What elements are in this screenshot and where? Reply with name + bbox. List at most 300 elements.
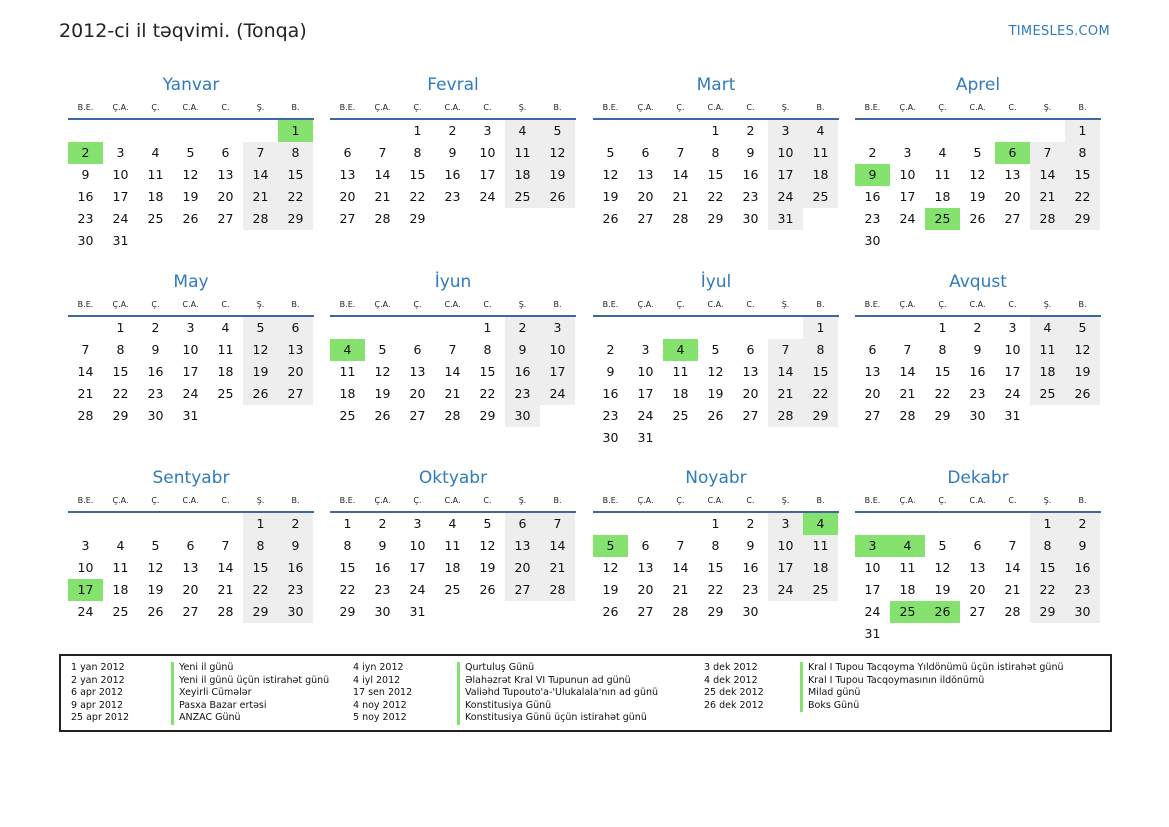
day-cell[interactable]: 28 (217, 604, 234, 619)
day-cell[interactable]: 30 (147, 408, 164, 423)
day-cell[interactable]: 31 (409, 604, 426, 619)
day-cell[interactable]: 6 (221, 145, 230, 160)
day-cell[interactable]: 6 (505, 513, 540, 535)
day-cell[interactable]: 26 (925, 601, 960, 623)
day-cell[interactable]: 12 (243, 339, 278, 361)
day-cell[interactable]: 21 (444, 386, 461, 401)
day-cell[interactable]: 17 (540, 361, 575, 383)
day-cell[interactable]: 2 (606, 342, 615, 357)
day-cell[interactable]: 30 (742, 604, 759, 619)
day-cell[interactable]: 20 (864, 386, 881, 401)
day-cell[interactable]: 1 (243, 513, 278, 535)
day-cell[interactable]: 19 (707, 386, 724, 401)
day-cell[interactable]: 1 (343, 516, 352, 531)
day-cell[interactable]: 11 (803, 142, 838, 164)
day-cell[interactable]: 11 (505, 142, 540, 164)
day-cell[interactable]: 25 (672, 408, 689, 423)
day-cell[interactable]: 14 (374, 167, 391, 182)
day-cell[interactable]: 29 (1065, 208, 1100, 230)
day-cell[interactable]: 15 (409, 167, 426, 182)
day-cell[interactable]: 5 (243, 317, 278, 339)
day-cell[interactable]: 18 (803, 557, 838, 579)
day-cell[interactable]: 17 (1004, 364, 1021, 379)
day-cell[interactable]: 20 (505, 557, 540, 579)
day-cell[interactable]: 16 (742, 560, 759, 575)
day-cell[interactable]: 3 (81, 538, 90, 553)
day-cell[interactable]: 26 (374, 408, 391, 423)
day-cell[interactable]: 28 (672, 604, 689, 619)
day-cell[interactable]: 27 (1004, 211, 1021, 226)
day-cell[interactable]: 3 (641, 342, 650, 357)
day-cell[interactable]: 28 (77, 408, 94, 423)
day-cell[interactable]: 30 (864, 233, 881, 248)
day-cell[interactable]: 17 (479, 167, 496, 182)
day-cell[interactable]: 27 (339, 211, 356, 226)
day-cell[interactable]: 4 (890, 535, 925, 557)
day-cell[interactable]: 21 (899, 386, 916, 401)
day-cell[interactable]: 2 (746, 516, 755, 531)
day-cell[interactable]: 18 (899, 582, 916, 597)
day-cell[interactable]: 18 (112, 582, 129, 597)
day-cell[interactable]: 18 (339, 386, 356, 401)
day-cell[interactable]: 24 (1004, 386, 1021, 401)
day-cell[interactable]: 18 (672, 386, 689, 401)
day-cell[interactable]: 11 (112, 560, 129, 575)
day-cell[interactable]: 22 (803, 383, 838, 405)
day-cell[interactable]: 1 (413, 123, 422, 138)
day-cell[interactable]: 23 (505, 383, 540, 405)
day-cell[interactable]: 5 (606, 145, 615, 160)
day-cell[interactable]: 7 (378, 145, 387, 160)
day-cell[interactable]: 20 (278, 361, 313, 383)
day-cell[interactable]: 4 (151, 145, 160, 160)
day-cell[interactable]: 4 (221, 320, 230, 335)
day-cell[interactable]: 21 (374, 189, 391, 204)
day-cell[interactable]: 23 (444, 189, 461, 204)
day-cell[interactable]: 18 (217, 364, 234, 379)
day-cell[interactable]: 29 (934, 408, 951, 423)
day-cell[interactable]: 10 (637, 364, 654, 379)
day-cell[interactable]: 16 (602, 386, 619, 401)
day-cell[interactable]: 19 (969, 189, 986, 204)
day-cell[interactable]: 16 (742, 167, 759, 182)
day-cell[interactable]: 22 (707, 189, 724, 204)
day-cell[interactable]: 24 (768, 579, 803, 601)
day-cell[interactable]: 7 (676, 538, 685, 553)
day-cell[interactable]: 18 (1030, 361, 1065, 383)
day-cell[interactable]: 25 (444, 582, 461, 597)
day-cell[interactable]: 28 (540, 579, 575, 601)
day-cell[interactable]: 17 (409, 560, 426, 575)
day-cell[interactable]: 12 (147, 560, 164, 575)
day-cell[interactable]: 17 (768, 164, 803, 186)
day-cell[interactable]: 15 (112, 364, 129, 379)
day-cell[interactable]: 30 (602, 430, 619, 445)
day-cell[interactable]: 14 (243, 164, 278, 186)
day-cell[interactable]: 12 (934, 560, 951, 575)
day-cell[interactable]: 8 (116, 342, 125, 357)
day-cell[interactable]: 8 (413, 145, 422, 160)
day-cell[interactable]: 4 (663, 339, 698, 361)
day-cell[interactable]: 5 (378, 342, 387, 357)
day-cell[interactable]: 21 (1004, 582, 1021, 597)
day-cell[interactable]: 22 (934, 386, 951, 401)
day-cell[interactable]: 3 (483, 123, 492, 138)
day-cell[interactable]: 7 (676, 145, 685, 160)
day-cell[interactable]: 22 (1030, 579, 1065, 601)
day-cell[interactable]: 27 (864, 408, 881, 423)
day-cell[interactable]: 3 (768, 513, 803, 535)
day-cell[interactable]: 23 (742, 582, 759, 597)
day-cell[interactable]: 7 (768, 339, 803, 361)
day-cell[interactable]: 17 (182, 364, 199, 379)
day-cell[interactable]: 21 (768, 383, 803, 405)
day-cell[interactable]: 23 (602, 408, 619, 423)
day-cell[interactable]: 15 (278, 164, 313, 186)
day-cell[interactable]: 21 (1030, 186, 1065, 208)
day-cell[interactable]: 2 (746, 123, 755, 138)
day-cell[interactable]: 2 (151, 320, 160, 335)
day-cell[interactable]: 8 (1065, 142, 1100, 164)
day-cell[interactable]: 3 (855, 535, 890, 557)
day-cell[interactable]: 1 (116, 320, 125, 335)
day-cell[interactable]: 12 (479, 538, 496, 553)
day-cell[interactable]: 28 (444, 408, 461, 423)
day-cell[interactable]: 11 (1030, 339, 1065, 361)
day-cell[interactable]: 3 (186, 320, 195, 335)
day-cell[interactable]: 25 (147, 211, 164, 226)
day-cell[interactable]: 9 (855, 164, 890, 186)
day-cell[interactable]: 13 (1004, 167, 1021, 182)
day-cell[interactable]: 20 (742, 386, 759, 401)
day-cell[interactable]: 18 (147, 189, 164, 204)
day-cell[interactable]: 14 (899, 364, 916, 379)
day-cell[interactable]: 7 (1008, 538, 1017, 553)
day-cell[interactable]: 14 (540, 535, 575, 557)
day-cell[interactable]: 30 (969, 408, 986, 423)
day-cell[interactable]: 12 (707, 364, 724, 379)
day-cell[interactable]: 31 (864, 626, 881, 641)
day-cell[interactable]: 24 (637, 408, 654, 423)
day-cell[interactable]: 8 (711, 145, 720, 160)
day-cell[interactable]: 13 (409, 364, 426, 379)
day-cell[interactable]: 9 (746, 538, 755, 553)
day-cell[interactable]: 29 (243, 601, 278, 623)
day-cell[interactable]: 29 (339, 604, 356, 619)
day-cell[interactable]: 16 (1065, 557, 1100, 579)
day-cell[interactable]: 10 (409, 538, 426, 553)
day-cell[interactable]: 19 (182, 189, 199, 204)
day-cell[interactable]: 8 (1030, 535, 1065, 557)
day-cell[interactable]: 25 (925, 208, 960, 230)
day-cell[interactable]: 12 (969, 167, 986, 182)
day-cell[interactable]: 19 (374, 386, 391, 401)
day-cell[interactable]: 3 (540, 317, 575, 339)
day-cell[interactable]: 16 (444, 167, 461, 182)
day-cell[interactable]: 25 (339, 408, 356, 423)
day-cell[interactable]: 11 (934, 167, 951, 182)
day-cell[interactable]: 27 (637, 604, 654, 619)
day-cell[interactable]: 10 (540, 339, 575, 361)
day-cell[interactable]: 2 (378, 516, 387, 531)
day-cell[interactable]: 31 (1004, 408, 1021, 423)
day-cell[interactable]: 15 (339, 560, 356, 575)
day-cell[interactable]: 9 (606, 364, 615, 379)
day-cell[interactable]: 23 (374, 582, 391, 597)
day-cell[interactable]: 19 (1065, 361, 1100, 383)
day-cell[interactable]: 13 (864, 364, 881, 379)
day-cell[interactable]: 7 (81, 342, 90, 357)
day-cell[interactable]: 8 (343, 538, 352, 553)
day-cell[interactable]: 20 (969, 582, 986, 597)
day-cell[interactable]: 27 (409, 408, 426, 423)
day-cell[interactable]: 13 (278, 339, 313, 361)
day-cell[interactable]: 7 (903, 342, 912, 357)
day-cell[interactable]: 23 (77, 211, 94, 226)
day-cell[interactable]: 9 (81, 167, 90, 182)
day-cell[interactable]: 5 (186, 145, 195, 160)
day-cell[interactable]: 19 (934, 582, 951, 597)
day-cell[interactable]: 4 (1030, 317, 1065, 339)
day-cell[interactable]: 12 (182, 167, 199, 182)
day-cell[interactable]: 13 (969, 560, 986, 575)
day-cell[interactable]: 1 (1030, 513, 1065, 535)
day-cell[interactable]: 29 (278, 208, 313, 230)
day-cell[interactable]: 16 (864, 189, 881, 204)
day-cell[interactable]: 21 (243, 186, 278, 208)
day-cell[interactable]: 20 (409, 386, 426, 401)
day-cell[interactable]: 25 (803, 186, 838, 208)
day-cell[interactable]: 13 (742, 364, 759, 379)
day-cell[interactable]: 12 (374, 364, 391, 379)
day-cell[interactable]: 14 (217, 560, 234, 575)
day-cell[interactable]: 26 (707, 408, 724, 423)
day-cell[interactable]: 15 (243, 557, 278, 579)
day-cell[interactable]: 12 (602, 560, 619, 575)
day-cell[interactable]: 17 (68, 579, 103, 601)
day-cell[interactable]: 27 (742, 408, 759, 423)
day-cell[interactable]: 20 (339, 189, 356, 204)
day-cell[interactable]: 24 (864, 604, 881, 619)
day-cell[interactable]: 28 (768, 405, 803, 427)
day-cell[interactable]: 25 (505, 186, 540, 208)
day-cell[interactable]: 5 (938, 538, 947, 553)
day-cell[interactable]: 5 (593, 535, 628, 557)
day-cell[interactable]: 6 (641, 538, 650, 553)
day-cell[interactable]: 29 (803, 405, 838, 427)
day-cell[interactable]: 11 (899, 560, 916, 575)
day-cell[interactable]: 27 (505, 579, 540, 601)
day-cell[interactable]: 23 (864, 211, 881, 226)
day-cell[interactable]: 3 (768, 120, 803, 142)
day-cell[interactable]: 11 (444, 538, 461, 553)
site-link[interactable]: TIMESLES.COM (1008, 24, 1110, 39)
day-cell[interactable]: 3 (1008, 320, 1017, 335)
day-cell[interactable]: 31 (112, 233, 129, 248)
day-cell[interactable]: 13 (217, 167, 234, 182)
day-cell[interactable]: 22 (278, 186, 313, 208)
day-cell[interactable]: 16 (374, 560, 391, 575)
day-cell[interactable]: 24 (479, 189, 496, 204)
day-cell[interactable]: 16 (505, 361, 540, 383)
day-cell[interactable]: 28 (899, 408, 916, 423)
day-cell[interactable]: 24 (112, 211, 129, 226)
day-cell[interactable]: 19 (479, 560, 496, 575)
day-cell[interactable]: 15 (1030, 557, 1065, 579)
day-cell[interactable]: 20 (1004, 189, 1021, 204)
day-cell[interactable]: 14 (77, 364, 94, 379)
day-cell[interactable]: 3 (413, 516, 422, 531)
day-cell[interactable]: 2 (68, 142, 103, 164)
day-cell[interactable]: 9 (278, 535, 313, 557)
day-cell[interactable]: 6 (973, 538, 982, 553)
day-cell[interactable]: 15 (707, 167, 724, 182)
day-cell[interactable]: 15 (934, 364, 951, 379)
day-cell[interactable]: 26 (969, 211, 986, 226)
day-cell[interactable]: 9 (448, 145, 457, 160)
day-cell[interactable]: 20 (217, 189, 234, 204)
day-cell[interactable]: 11 (217, 342, 234, 357)
day-cell[interactable]: 7 (243, 142, 278, 164)
day-cell[interactable]: 9 (151, 342, 160, 357)
day-cell[interactable]: 17 (637, 386, 654, 401)
day-cell[interactable]: 22 (339, 582, 356, 597)
day-cell[interactable]: 9 (1065, 535, 1100, 557)
day-cell[interactable]: 28 (672, 211, 689, 226)
day-cell[interactable]: 18 (803, 164, 838, 186)
day-cell[interactable]: 27 (278, 383, 313, 405)
day-cell[interactable]: 6 (868, 342, 877, 357)
day-cell[interactable]: 28 (243, 208, 278, 230)
day-cell[interactable]: 19 (540, 164, 575, 186)
day-cell[interactable]: 26 (182, 211, 199, 226)
day-cell[interactable]: 23 (742, 189, 759, 204)
day-cell[interactable]: 29 (1030, 601, 1065, 623)
day-cell[interactable]: 13 (182, 560, 199, 575)
day-cell[interactable]: 22 (1065, 186, 1100, 208)
day-cell[interactable]: 1 (711, 123, 720, 138)
day-cell[interactable]: 11 (672, 364, 689, 379)
day-cell[interactable]: 23 (969, 386, 986, 401)
day-cell[interactable]: 5 (540, 120, 575, 142)
day-cell[interactable]: 25 (1030, 383, 1065, 405)
day-cell[interactable]: 6 (641, 145, 650, 160)
day-cell[interactable]: 7 (448, 342, 457, 357)
day-cell[interactable]: 22 (112, 386, 129, 401)
day-cell[interactable]: 13 (637, 167, 654, 182)
day-cell[interactable]: 9 (746, 145, 755, 160)
day-cell[interactable]: 14 (1004, 560, 1021, 575)
day-cell[interactable]: 26 (147, 604, 164, 619)
day-cell[interactable]: 24 (540, 383, 575, 405)
day-cell[interactable]: 10 (479, 145, 496, 160)
day-cell[interactable]: 14 (444, 364, 461, 379)
day-cell[interactable]: 12 (540, 142, 575, 164)
day-cell[interactable]: 1 (483, 320, 492, 335)
day-cell[interactable]: 4 (505, 120, 540, 142)
day-cell[interactable]: 8 (803, 339, 838, 361)
day-cell[interactable]: 31 (182, 408, 199, 423)
day-cell[interactable]: 2 (278, 513, 313, 535)
day-cell[interactable]: 28 (374, 211, 391, 226)
day-cell[interactable]: 13 (339, 167, 356, 182)
day-cell[interactable]: 30 (742, 211, 759, 226)
day-cell[interactable]: 10 (899, 167, 916, 182)
day-cell[interactable]: 9 (378, 538, 387, 553)
day-cell[interactable]: 22 (479, 386, 496, 401)
day-cell[interactable]: 8 (938, 342, 947, 357)
day-cell[interactable]: 22 (243, 579, 278, 601)
day-cell[interactable]: 8 (483, 342, 492, 357)
day-cell[interactable]: 27 (182, 604, 199, 619)
day-cell[interactable]: 26 (602, 604, 619, 619)
day-cell[interactable]: 29 (409, 211, 426, 226)
day-cell[interactable]: 11 (147, 167, 164, 182)
day-cell[interactable]: 13 (637, 560, 654, 575)
day-cell[interactable]: 10 (182, 342, 199, 357)
day-cell[interactable]: 21 (77, 386, 94, 401)
day-cell[interactable]: 14 (1030, 164, 1065, 186)
day-cell[interactable]: 18 (444, 560, 461, 575)
day-cell[interactable]: 30 (1065, 601, 1100, 623)
day-cell[interactable]: 20 (182, 582, 199, 597)
day-cell[interactable]: 20 (637, 582, 654, 597)
day-cell[interactable]: 4 (330, 339, 365, 361)
day-cell[interactable]: 6 (343, 145, 352, 160)
day-cell[interactable]: 5 (151, 538, 160, 553)
day-cell[interactable]: 15 (1065, 164, 1100, 186)
day-cell[interactable]: 8 (711, 538, 720, 553)
day-cell[interactable]: 12 (1065, 339, 1100, 361)
day-cell[interactable]: 1 (938, 320, 947, 335)
day-cell[interactable]: 28 (1004, 604, 1021, 619)
day-cell[interactable]: 15 (479, 364, 496, 379)
day-cell[interactable]: 17 (112, 189, 129, 204)
day-cell[interactable]: 31 (768, 208, 803, 230)
day-cell[interactable]: 29 (707, 604, 724, 619)
day-cell[interactable]: 26 (540, 186, 575, 208)
day-cell[interactable]: 23 (147, 386, 164, 401)
day-cell[interactable]: 29 (479, 408, 496, 423)
day-cell[interactable]: 19 (147, 582, 164, 597)
day-cell[interactable]: 7 (1030, 142, 1065, 164)
day-cell[interactable]: 26 (243, 383, 278, 405)
day-cell[interactable]: 24 (77, 604, 94, 619)
day-cell[interactable]: 2 (505, 317, 540, 339)
day-cell[interactable]: 22 (707, 582, 724, 597)
day-cell[interactable]: 16 (969, 364, 986, 379)
day-cell[interactable]: 17 (864, 582, 881, 597)
day-cell[interactable]: 11 (803, 535, 838, 557)
day-cell[interactable]: 27 (217, 211, 234, 226)
day-cell[interactable]: 7 (540, 513, 575, 535)
day-cell[interactable]: 30 (374, 604, 391, 619)
day-cell[interactable]: 31 (637, 430, 654, 445)
day-cell[interactable]: 15 (803, 361, 838, 383)
day-cell[interactable]: 22 (409, 189, 426, 204)
day-cell[interactable]: 25 (217, 386, 234, 401)
day-cell[interactable]: 30 (278, 601, 313, 623)
day-cell[interactable]: 10 (864, 560, 881, 575)
day-cell[interactable]: 24 (899, 211, 916, 226)
day-cell[interactable]: 1 (711, 516, 720, 531)
day-cell[interactable]: 27 (969, 604, 986, 619)
day-cell[interactable]: 9 (505, 339, 540, 361)
day-cell[interactable]: 2 (448, 123, 457, 138)
day-cell[interactable]: 21 (217, 582, 234, 597)
day-cell[interactable]: 17 (899, 189, 916, 204)
day-cell[interactable]: 8 (243, 535, 278, 557)
